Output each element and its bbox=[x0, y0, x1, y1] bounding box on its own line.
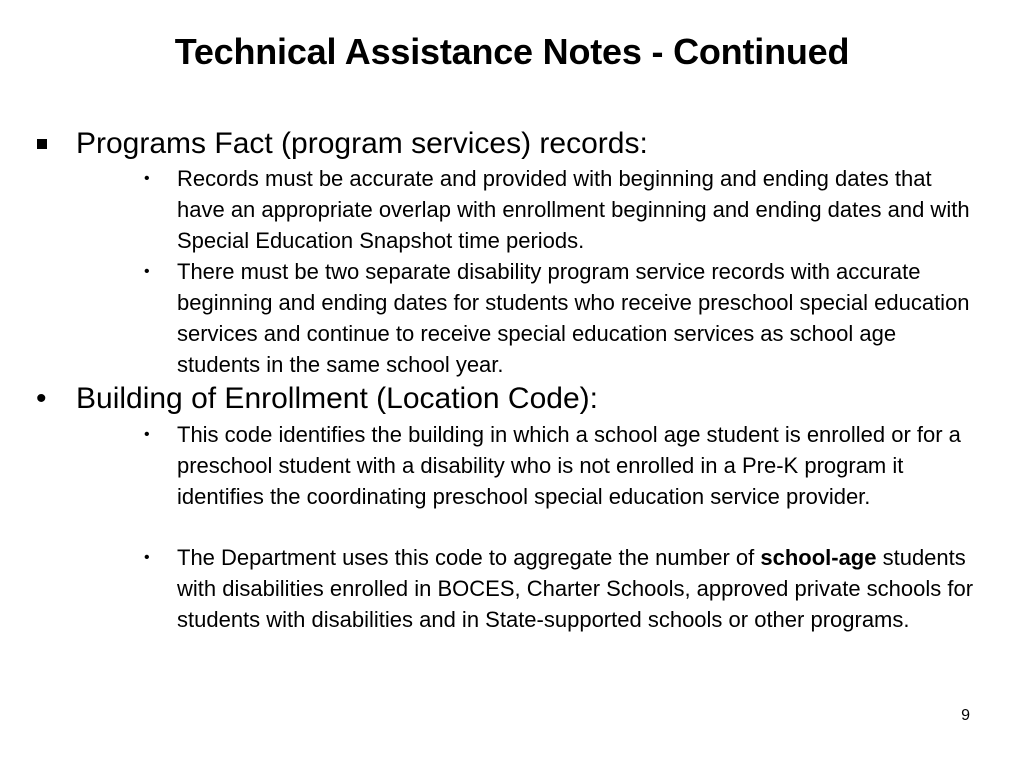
bullet-text-bold: school-age bbox=[760, 545, 877, 570]
bullet-dot-icon: • bbox=[144, 426, 150, 443]
section-heading-programs-fact: Programs Fact (program services) records: bbox=[76, 127, 648, 160]
page-number: 9 bbox=[961, 707, 970, 724]
bullet-text-after: students with disabilities enrolled in BOCES, Charter Schools, approved private schools for students with disabilities and in State-supported schools or other programs. bbox=[177, 545, 974, 632]
square-bullet-icon bbox=[37, 139, 47, 149]
bullet-dot-icon: • bbox=[144, 549, 150, 566]
bullet-dot-icon: • bbox=[36, 382, 47, 415]
bullet-department-aggregation bbox=[177, 542, 977, 635]
bullet-location-code-definition: This code identifies the building in which a school age student is enrolled or for a preschool student with a disability who is not enrolled in a Pre-K program it identifies the coordinating preschool special education service provider. bbox=[177, 422, 961, 509]
slide-title: Technical Assistance Notes - Continued bbox=[174, 31, 850, 72]
bullet-dot-icon: • bbox=[144, 170, 150, 187]
section-heading-building-of-enrollment: Building of Enrollment (Location Code): bbox=[76, 382, 598, 415]
bullet-dot-icon: • bbox=[144, 263, 150, 280]
bullet-records-accuracy: Records must be accurate and provided with beginning and ending dates that have an appropriate overlap with enrollment beginning and ending dates and with Special Education Snapshot time periods. bbox=[177, 166, 970, 253]
bullet-text-before: The Department uses this code to aggregate the number of bbox=[177, 545, 761, 570]
bullet-two-service-records: There must be two separate disability program service records with accurate beginning and ending dates for students who receive preschool special education services and continue to receive special education services as school age students in the same school year. bbox=[177, 259, 970, 377]
